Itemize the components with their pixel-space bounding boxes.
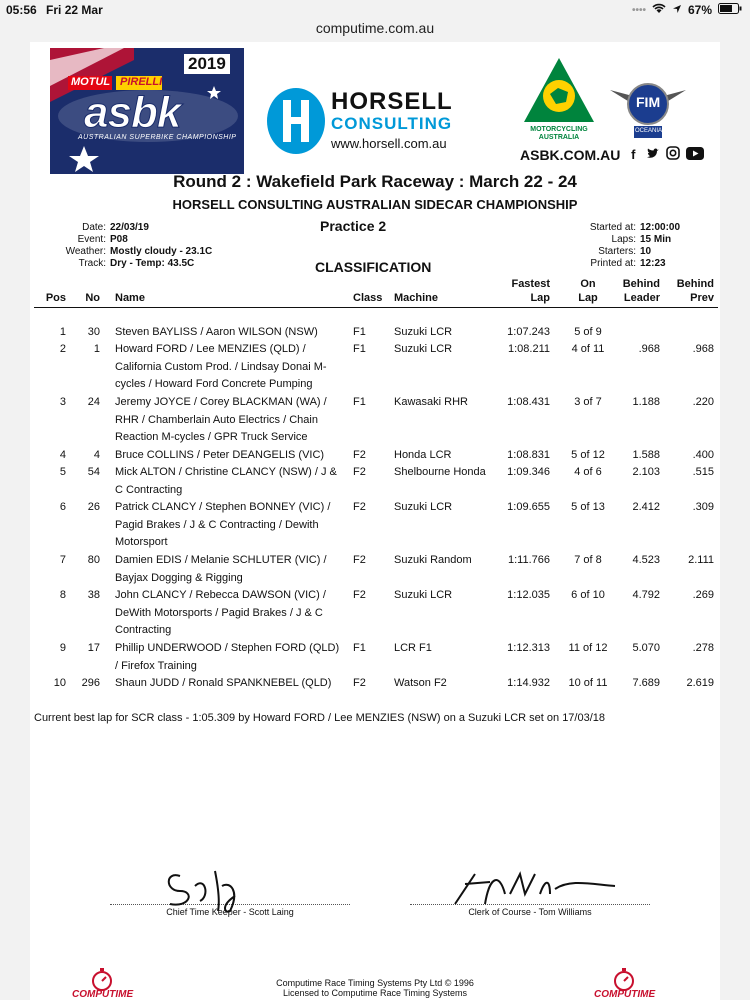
cell-no: 54 (87, 466, 100, 478)
horsell-logo (265, 86, 485, 156)
cell-no: 296 (81, 677, 100, 689)
cell-class: F1 (353, 642, 366, 654)
info-track: Track: Dry - Temp: 43.5C (78, 258, 195, 269)
asbk-url-row (520, 146, 704, 163)
cell-prev: .400 (692, 449, 714, 461)
location-icon (672, 3, 682, 17)
cell-name (115, 552, 350, 587)
cell-prev: .309 (692, 501, 714, 513)
cell-pos: 4 (59, 449, 66, 461)
cell-pos: 2 (59, 343, 66, 355)
cell-pos: 8 (59, 589, 66, 601)
chief-time-keeper-label: Chief Time Keeper - Scott Laing (166, 907, 294, 917)
info-date: Date: 22/03/19 (82, 222, 149, 233)
clerk-of-course-signature (410, 904, 650, 917)
session-title: Practice 2 (320, 218, 387, 234)
cell-on-lap: 11 of 12 (568, 642, 608, 654)
twitter-icon (646, 147, 660, 163)
col-class: Class (353, 292, 383, 304)
computime-brand: COMPUTIME (594, 989, 656, 1000)
fim-oceania-logo (606, 76, 690, 140)
signature-scott-icon (160, 866, 280, 916)
cell-leader: 1.588 (632, 449, 660, 461)
cell-class: F2 (353, 554, 366, 566)
name-line: Contracting (115, 624, 172, 636)
classification-title: CLASSIFICATION (315, 259, 432, 275)
name-line: RHR / Chamberlain Auto Electrics / Chain (115, 413, 318, 426)
cell-name (115, 464, 350, 499)
table-row (30, 499, 720, 553)
instagram-icon (666, 146, 680, 163)
cell-no: 30 (87, 326, 100, 338)
championship-title: HORSELL CONSULTING AUSTRALIAN SIDECAR CHAMPIONSHIP (172, 197, 578, 212)
page-title: Round 2 : Wakefield Park Raceway : March 22 - 24 (173, 172, 577, 191)
youtube-icon (686, 147, 704, 163)
table-row (30, 324, 720, 342)
cell-machine: Suzuki LCR (394, 326, 453, 338)
cell-machine: Suzuki LCR (394, 343, 453, 355)
cell-fastest: 1:09.655 (507, 501, 550, 513)
table-row (30, 464, 720, 500)
cell-leader: 4.523 (632, 554, 660, 566)
name-line: cycles / Howard Ford Concrete Pumping (115, 378, 313, 390)
name-line: Steven BAYLISS / Aaron WILSON (NSW) (115, 326, 318, 338)
signal-dots-icon: •••• (631, 4, 646, 16)
pirelli-label: PIRELLI (120, 76, 163, 88)
asbk-logo (44, 46, 254, 176)
cell-name (115, 499, 350, 552)
col-no: No (85, 292, 100, 304)
cell-fastest: 1:11.766 (507, 554, 550, 566)
cell-fastest: 1:14.932 (507, 677, 550, 689)
cell-class: F2 (353, 466, 366, 478)
cell-leader: 1.188 (632, 396, 660, 408)
cell-leader: 2.412 (632, 501, 660, 513)
stopwatch-icon (90, 967, 114, 991)
cell-class: F1 (353, 343, 366, 355)
cell-pos: 1 (59, 326, 66, 338)
col-on-1: On (580, 278, 596, 290)
name-line: Shaun JUDD / Ronald SPANKNEBEL (QLD) (115, 677, 332, 689)
cell-name (115, 394, 350, 447)
name-line: / Firefox Training (115, 659, 197, 672)
col-fastest-1: Fastest (511, 278, 550, 290)
horsell-line1: HORSELL (331, 88, 453, 115)
fim-sub: OCEANIA (635, 128, 663, 134)
table-row (30, 341, 720, 395)
cell-machine: Honda LCR (394, 449, 452, 461)
col-prev-1: Behind (676, 278, 714, 290)
battery-icon (718, 3, 742, 17)
cell-prev: .278 (692, 642, 714, 654)
cell-prev: .515 (692, 466, 714, 478)
cell-class: F2 (353, 677, 366, 689)
cell-no: 17 (87, 642, 100, 654)
cell-name (115, 675, 350, 693)
footer-line1: Computime Race Timing Systems Pty Ltd © 1996 (276, 978, 474, 988)
col-leader-1: Behind (622, 278, 660, 290)
cell-no: 1 (93, 343, 100, 355)
cell-class: F2 (353, 501, 366, 513)
cell-leader: 2.103 (632, 466, 660, 478)
cell-on-lap: 3 of 7 (574, 396, 602, 408)
facebook-icon: f (631, 146, 636, 162)
stopwatch-icon (612, 967, 636, 991)
ma-text: MOTORCYCLING AUSTRALIA (530, 126, 588, 141)
cell-pos: 6 (59, 501, 66, 513)
cell-pos: 5 (59, 466, 66, 478)
url-text[interactable]: computime.com.au (315, 20, 435, 36)
cell-machine: Suzuki LCR (394, 589, 453, 601)
cell-prev: .269 (692, 589, 714, 601)
info-started: Started at: 12:00:00 (589, 222, 681, 233)
col-fastest-2: Lap (530, 292, 550, 304)
cell-prev: .220 (692, 396, 714, 408)
name-line: Bruce COLLINS / Peter DEANGELIS (VIC) (115, 449, 325, 461)
cell-on-lap: 4 of 11 (571, 343, 605, 355)
cell-leader: 4.792 (632, 589, 660, 601)
table-row (30, 587, 720, 641)
horsell-h-icon (265, 86, 327, 156)
address-bar[interactable] (0, 20, 750, 42)
cell-class: F2 (353, 589, 366, 601)
info-event: Event: P08 (77, 234, 128, 245)
cell-class: F1 (353, 326, 366, 338)
cell-name (115, 324, 350, 342)
status-time: 05:56 (6, 3, 37, 17)
table-row (30, 640, 720, 676)
cell-on-lap: 5 of 13 (571, 501, 605, 513)
name-line: Jeremy JOYCE / Corey BLACKMAN (WA) / (115, 396, 327, 408)
status-bar (0, 0, 750, 20)
cell-leader: .968 (638, 343, 660, 355)
cell-on-lap: 5 of 9 (574, 326, 602, 338)
info-laps: Laps: 15 Min (611, 234, 672, 245)
cell-fastest: 1:09.346 (507, 466, 550, 478)
cell-no: 80 (87, 554, 100, 566)
cell-name (115, 587, 350, 640)
name-line: California Custom Prod. / Lindsay Donai M- (115, 360, 327, 373)
asbk-year: 2019 (184, 54, 230, 74)
info-starters: Starters: 10 (598, 246, 652, 257)
computime-brand: COMPUTIME (72, 989, 134, 1000)
header-divider (34, 307, 718, 308)
computime-logo-left (68, 967, 158, 1000)
name-line: Pagid Brakes / J & C Contracting / Dewith (115, 518, 319, 531)
cell-prev: .968 (692, 343, 714, 355)
cell-on-lap: 6 of 10 (571, 589, 605, 601)
cell-pos: 10 (53, 677, 66, 689)
status-date: Fri 22 Mar (46, 3, 103, 17)
wifi-icon (652, 3, 666, 17)
cell-fastest: 1:12.035 (507, 589, 550, 601)
cell-prev: 2.111 (688, 554, 714, 566)
cell-name (115, 640, 350, 675)
col-name: Name (115, 292, 145, 304)
signature-tom-icon (450, 864, 620, 914)
cell-fastest: 1:08.211 (507, 343, 550, 355)
cell-fastest: 1:07.243 (507, 326, 550, 338)
cell-pos: 7 (59, 554, 66, 566)
battery-percent: 67% (687, 3, 712, 17)
cell-on-lap: 5 of 12 (571, 449, 605, 461)
info-printed: Printed at: 12:23 (590, 258, 666, 269)
name-line: Motorsport (115, 536, 168, 548)
cell-name (115, 447, 350, 465)
cell-pos: 3 (59, 396, 66, 408)
cell-class: F2 (353, 449, 366, 461)
cell-machine: Kawasaki RHR (394, 396, 468, 408)
cell-pos: 9 (59, 642, 66, 654)
table-row (30, 552, 720, 588)
table-row (30, 675, 720, 693)
cell-on-lap: 4 of 6 (574, 466, 602, 478)
name-line: Howard FORD / Lee MENZIES (QLD) / (115, 343, 306, 355)
chief-time-keeper-signature (110, 904, 350, 917)
cell-on-lap: 7 of 8 (574, 554, 602, 566)
col-prev-2: Prev (690, 292, 714, 304)
cell-leader: 5.070 (632, 642, 660, 654)
fim-text: FIM (636, 94, 661, 110)
cell-leader: 7.689 (632, 677, 660, 689)
event-info-left (30, 222, 212, 270)
event-info-right (562, 222, 680, 270)
col-pos: Pos (45, 292, 66, 304)
name-line: Bayjax Dogging & Rigging (115, 571, 243, 584)
table-row (30, 447, 720, 465)
computime-logo-right (590, 967, 680, 1000)
cell-no: 4 (93, 449, 100, 461)
cell-no: 24 (87, 396, 100, 408)
name-line: Patrick CLANCY / Stephen BONNEY (VIC) / (115, 501, 331, 513)
clerk-of-course-label: Clerk of Course - Tom Williams (468, 907, 592, 917)
info-weather: Weather: Mostly cloudy - 23.1C (65, 246, 213, 257)
table-row (30, 394, 720, 448)
cell-machine: Suzuki LCR (394, 501, 453, 513)
cell-machine: Watson F2 (394, 677, 447, 689)
table-header (30, 278, 720, 306)
cell-fastest: 1:08.831 (507, 449, 550, 461)
best-lap-note: Current best lap for SCR class - 1:05.309 by Howard FORD / Lee MENZIES (NSW) on a Suzuki LCR set on 17/03/18 (34, 712, 606, 724)
motul-label: MOTUL (71, 76, 111, 88)
name-line: DeWith Motorsports / Pagid Brakes / J & C (115, 606, 323, 619)
cell-class: F1 (353, 396, 366, 408)
asbk-tagline: AUSTRALIAN SUPERBIKE CHAMPIONSHIP (78, 134, 237, 141)
horsell-url: www.horsell.com.au (331, 136, 447, 151)
name-line: John CLANCY / Rebecca DAWSON (VIC) / (115, 589, 326, 601)
cell-no: 26 (87, 501, 100, 513)
results-document (30, 42, 720, 1000)
cell-fastest: 1:08.431 (507, 396, 550, 408)
col-leader-2: Leader (623, 292, 660, 304)
name-line: Damien EDIS / Melanie SCHLUTER (VIC) / (115, 554, 327, 566)
footer-copyright (245, 978, 505, 998)
cell-machine: Suzuki Random (394, 554, 472, 566)
cell-no: 38 (87, 589, 100, 601)
asbk-wordmark: asbk (84, 88, 181, 137)
name-line: Reaction M-cycles / GPR Truck Service (115, 431, 308, 443)
col-machine: Machine (394, 292, 439, 304)
col-on-2: Lap (578, 292, 598, 304)
footer-line2: Licensed to Computime Race Timing Systems (282, 988, 468, 998)
cell-prev: 2.619 (686, 677, 714, 689)
cell-name (115, 341, 350, 394)
horsell-line2: CONSULTING (331, 114, 453, 133)
cell-machine: Shelbourne Honda (394, 466, 486, 478)
motorcycling-australia-logo (522, 56, 596, 140)
cell-machine: LCR F1 (394, 642, 432, 654)
asbk-url: ASBK.COM.AU (520, 146, 621, 163)
name-line: Phillip UNDERWOOD / Stephen FORD (QLD) (115, 642, 340, 654)
cell-on-lap: 10 of 11 (568, 677, 608, 689)
cell-fastest: 1:12.313 (507, 642, 550, 654)
name-line: Mick ALTON / Christine CLANCY (NSW) / J & (115, 466, 337, 478)
name-line: C Contracting (115, 483, 183, 496)
